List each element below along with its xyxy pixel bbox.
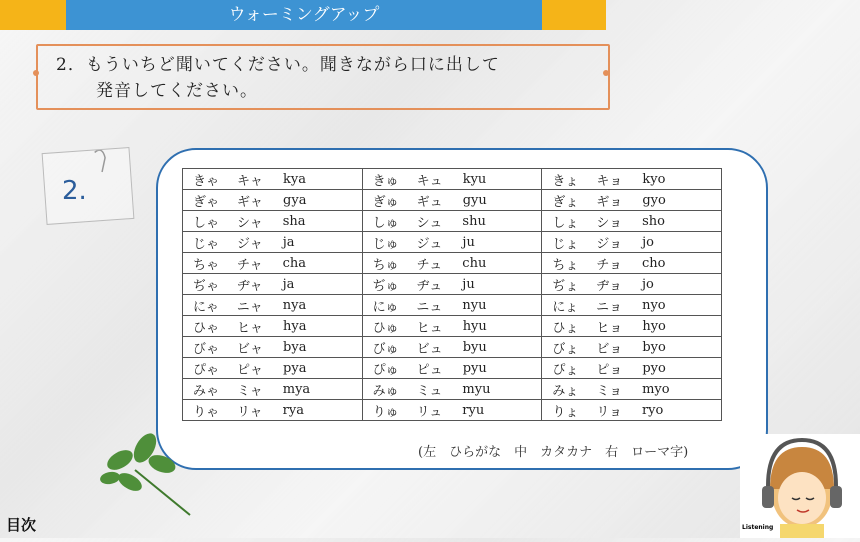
hiragana-text: りゃ (193, 404, 220, 420)
table-cell (542, 232, 722, 253)
step-number: 2. (62, 176, 87, 206)
romaji-text: pyo (642, 360, 666, 376)
table-cell (362, 316, 542, 337)
table-cell (183, 337, 363, 358)
romaji-text: myu (462, 381, 491, 397)
bullet-dot (603, 70, 609, 76)
hiragana-text: りょ (552, 404, 579, 420)
table-cell (362, 295, 542, 316)
hiragana-text: しゃ (193, 215, 220, 231)
table-cell (183, 169, 363, 190)
table-row (183, 379, 722, 400)
table-cell (183, 232, 363, 253)
katakana-text: リャ (237, 404, 263, 420)
romaji-text: shu (462, 213, 486, 229)
katakana-text: ニュ (416, 299, 443, 315)
katakana-text: ビョ (596, 341, 623, 357)
table-cell (362, 337, 542, 358)
romaji-text: byo (642, 339, 666, 355)
katakana-text: ピョ (596, 362, 623, 378)
katakana-text: リュ (416, 404, 443, 420)
katakana-text: ピュ (416, 362, 443, 378)
romaji-text: jo (642, 234, 654, 250)
katakana-text: ニョ (596, 299, 623, 315)
bullet-dot (33, 70, 39, 76)
hiragana-text: ぎょ (552, 194, 579, 210)
kana-table (182, 168, 722, 421)
katakana-text: ニャ (236, 299, 263, 315)
hiragana-text: みゅ (372, 383, 399, 399)
table-cell (542, 190, 722, 211)
table-cell (542, 169, 722, 190)
hiragana-text: ひゅ (372, 320, 399, 336)
katakana-text: キョ (596, 173, 623, 189)
katakana-text: リョ (596, 404, 622, 420)
table-row (183, 400, 722, 421)
table-cell (362, 232, 542, 253)
hiragana-text: しゅ (372, 215, 399, 231)
katakana-text: ヒュ (416, 320, 443, 336)
katakana-text: ヂャ (237, 278, 263, 294)
toc-link[interactable]: 目次 (6, 516, 37, 534)
romaji-text: sho (642, 213, 665, 229)
table-cell (362, 169, 542, 190)
table-cell (542, 316, 722, 337)
table-cell (183, 274, 363, 295)
table-cell (362, 253, 542, 274)
hiragana-text: にょ (552, 299, 579, 315)
table-cell (542, 400, 722, 421)
table-cell (183, 253, 363, 274)
instruction-line-1: 2．もういちど聞いてください。聞きながら口に出して (56, 55, 500, 75)
table-cell (362, 211, 542, 232)
table-cell (542, 358, 722, 379)
romaji-text: jo (641, 276, 654, 292)
hiragana-text: ぎゃ (193, 194, 220, 210)
romaji-text: nyo (642, 297, 666, 313)
table-cell (183, 316, 363, 337)
hiragana-text: じゃ (193, 236, 220, 252)
katakana-text: ピャ (237, 362, 264, 378)
instruction-line-2: 発音してください。 (96, 81, 258, 101)
table-cell (542, 274, 722, 295)
romaji-text: sha (282, 213, 306, 229)
katakana-text: ジュ (416, 236, 443, 252)
katakana-text: ギャ (237, 194, 264, 210)
table-cell (183, 400, 363, 421)
hiragana-text: きゃ (193, 173, 220, 189)
hiragana-text: びゅ (372, 341, 399, 357)
hiragana-text: きゅ (372, 173, 399, 189)
romaji-text: ja (282, 276, 295, 292)
romaji-text: hya (283, 318, 307, 334)
table-row (183, 211, 722, 232)
table-cell (362, 400, 542, 421)
table-cell (183, 211, 363, 232)
table-cell (183, 295, 363, 316)
leaves-decoration-icon (90, 420, 200, 520)
katakana-text: ミャ (237, 383, 263, 399)
romaji-text: bya (283, 339, 307, 355)
hiragana-text: ひょ (552, 320, 579, 336)
romaji-text: gya (283, 192, 307, 208)
romaji-text: kyo (642, 171, 666, 187)
hiragana-text: ぢゅ (372, 278, 399, 294)
table-cell (362, 358, 542, 379)
katakana-text: ショ (596, 215, 623, 231)
hiragana-text: しょ (552, 215, 579, 231)
table-cell (542, 295, 722, 316)
romaji-text: kyu (462, 171, 487, 187)
header-accent-left (0, 0, 66, 30)
romaji-text: hyo (642, 318, 666, 334)
romaji-text: ju (462, 276, 475, 292)
hiragana-text: きょ (552, 173, 579, 189)
table-row (183, 232, 722, 253)
hiragana-text: ぴゅ (372, 362, 399, 378)
table-cell (362, 379, 542, 400)
romaji-text: nya (282, 297, 307, 313)
hiragana-text: ぴょ (552, 362, 579, 378)
katakana-text: ミョ (596, 383, 623, 399)
hiragana-text: びょ (552, 341, 579, 357)
romaji-text: chu (462, 255, 487, 271)
pin-note-icon (42, 147, 135, 225)
katakana-text: ヂョ (596, 278, 622, 294)
hiragana-text: びゃ (193, 341, 220, 357)
table-row (183, 358, 722, 379)
table-row (183, 337, 722, 358)
hiragana-text: ひゃ (193, 320, 220, 336)
romaji-text: gyo (642, 192, 666, 208)
romaji-text: cho (641, 255, 666, 271)
romaji-text: rya (282, 402, 304, 418)
hiragana-text: ぴゃ (193, 362, 220, 378)
katakana-text: チョ (596, 257, 622, 273)
table-row (183, 295, 722, 316)
table-row (183, 169, 722, 190)
romaji-text: cha (282, 255, 307, 271)
hiragana-text: ぢゃ (193, 278, 220, 294)
table-row (183, 274, 722, 295)
romaji-text: nyu (462, 297, 487, 313)
katakana-text: ヒャ (237, 320, 264, 336)
katakana-text: シュ (416, 215, 443, 231)
table-cell (542, 253, 722, 274)
table-cell (183, 190, 363, 211)
hiragana-text: みょ (552, 383, 579, 399)
hiragana-text: ぎゅ (372, 194, 399, 210)
table-cell (362, 190, 542, 211)
katakana-text: ビュ (416, 341, 443, 357)
hiragana-text: ちゃ (193, 257, 220, 273)
romaji-text: ryo (641, 402, 664, 418)
header-accent-right (542, 0, 606, 30)
katakana-text: キャ (237, 173, 264, 189)
romaji-text: gyu (462, 192, 487, 208)
table-cell (542, 379, 722, 400)
table-row (183, 253, 722, 274)
romaji-text: mya (282, 381, 311, 397)
table-cell (183, 379, 363, 400)
table-footnote: (左 ひらがな 中 カタカナ 右 ローマ字) (418, 445, 689, 460)
katakana-text: ヒョ (596, 320, 623, 336)
katakana-text: ジョ (596, 236, 623, 252)
romaji-text: pyu (462, 360, 487, 376)
hiragana-text: みゃ (193, 383, 220, 399)
hiragana-text: ちょ (552, 257, 579, 273)
romaji-text: kya (283, 171, 307, 187)
romaji-text: pya (283, 360, 307, 376)
romaji-text: ryu (462, 402, 485, 418)
katakana-text: ギュ (416, 194, 443, 210)
hiragana-text: にゃ (193, 299, 219, 315)
katakana-text: チャ (237, 257, 263, 273)
romaji-text: myo (642, 381, 670, 397)
hiragana-text: ちゅ (372, 257, 399, 273)
romaji-text: ja (282, 234, 295, 250)
katakana-text: シャ (237, 215, 263, 231)
table-cell (542, 211, 722, 232)
table-cell (183, 358, 363, 379)
romaji-text: byu (462, 339, 487, 355)
table-row (183, 316, 722, 337)
header-title: ウォーミングアップ (66, 0, 542, 30)
katakana-text: キュ (416, 173, 443, 189)
hiragana-text: じゅ (372, 236, 399, 252)
table-row (183, 190, 722, 211)
hiragana-text: りゅ (372, 404, 399, 420)
hiragana-text: ぢょ (552, 278, 579, 294)
katakana-text: ミュ (416, 383, 443, 399)
headphones-girl-icon (740, 434, 860, 538)
hiragana-text: にゅ (372, 299, 399, 315)
table-cell (542, 337, 722, 358)
listening-label: Listening (742, 524, 774, 531)
katakana-text: ギョ (596, 194, 623, 210)
katakana-text: ビャ (237, 341, 264, 357)
table-cell (362, 274, 542, 295)
katakana-text: ヂュ (416, 278, 443, 294)
hiragana-text: じょ (552, 236, 579, 252)
katakana-text: ジャ (237, 236, 263, 252)
romaji-text: ju (462, 234, 475, 250)
romaji-text: hyu (462, 318, 487, 334)
katakana-text: チュ (416, 257, 443, 273)
